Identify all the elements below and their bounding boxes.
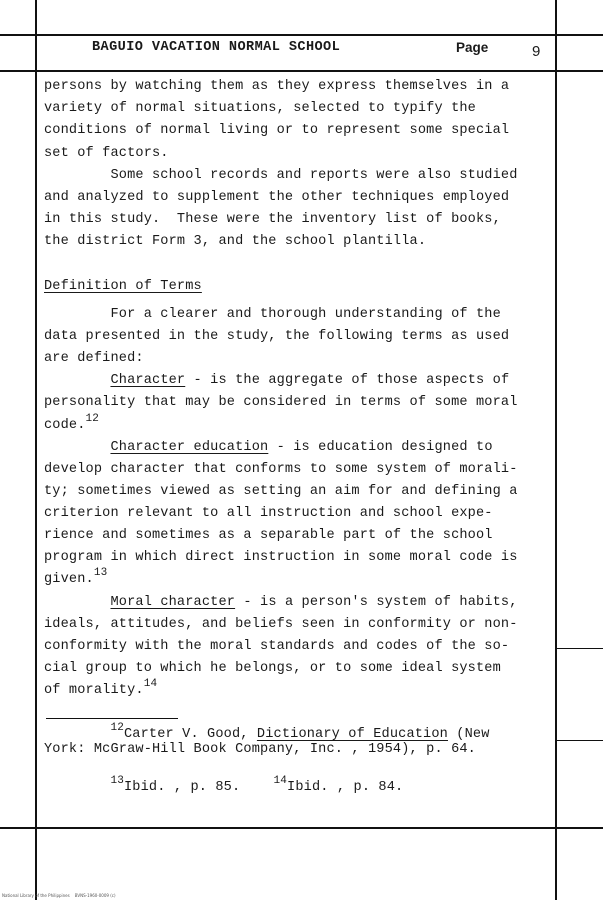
body-line: criterion relevant to all instruction and school expe- — [44, 506, 493, 521]
body-line: ideals, attitudes, and beliefs seen in conformity or non- — [44, 617, 518, 632]
body-line: conditions of normal living or to represent some special — [44, 123, 510, 138]
school-title: BAGUIO VACATION NORMAL SCHOOL — [92, 40, 341, 55]
body-line: persons by watching them as they express themselves in a — [44, 79, 510, 94]
body-line: Some school records and reports were also studied — [44, 168, 518, 183]
term-character: Character — [110, 373, 186, 388]
body-line: and analyzed to supplement the other techniques employed — [44, 190, 510, 205]
footnote-ref-13: 13 — [93, 567, 108, 579]
body-line: set of factors. — [44, 146, 169, 161]
term-definition-end: given.$^{13}$ — [44, 567, 108, 587]
page-number: 9 — [532, 43, 541, 60]
right-edge-mark-2 — [557, 740, 603, 741]
page-label: Page — [456, 40, 489, 55]
scan-stamp: National Library of the Philippines BVNS-1960-0009 (c) — [2, 893, 116, 898]
body-line: conformity with the moral standards and codes of the so- — [44, 639, 510, 654]
body-line: ty; sometimes viewed as setting an aim for and defining a — [44, 484, 518, 499]
footnote-ref-14: 14 — [143, 678, 158, 690]
term-definition-line: Moral character - is a person's system of habits, — [110, 595, 518, 610]
footnote-12-line2: York: McGraw-Hill Book Company, Inc. , 1954), p. 64. — [44, 742, 476, 757]
body-line: data presented in the study, the following terms as used — [44, 329, 510, 344]
body-line: the district Form 3, and the school plantilla. — [44, 234, 427, 249]
body-line: variety of normal situations, selected to typify the — [44, 101, 476, 116]
term-definition-line: Character - is the aggregate of those aspects of — [110, 373, 510, 388]
header-top-rule — [0, 34, 603, 36]
footnote-13-14: $^{13}$Ibid. , p. 85. $^{14}$Ibid. , p. 84. — [110, 775, 404, 795]
term-definition-end: code.$^{12}$ — [44, 413, 100, 433]
body-line: personality that may be considered in terms of some moral — [44, 395, 518, 410]
term-definition-line: Character education - is education designed to — [110, 440, 493, 455]
body-line: in this study. These were the inventory list of books, — [44, 212, 501, 227]
footnote-13-num: 13 — [110, 775, 124, 787]
footnote-separator — [46, 718, 178, 719]
right-margin-rule — [555, 0, 557, 900]
body-line: cial group to which he belongs, or to some ideal system — [44, 661, 501, 676]
footnote-12: $^{12}$Carter V. Good, Dictionary of Education (New — [110, 722, 490, 742]
section-heading: Definition of Terms — [44, 279, 202, 294]
term-character-education: Character education — [110, 440, 269, 455]
footnote-book-title: Dictionary of Education — [256, 727, 448, 742]
footnote-14-num: 14 — [273, 775, 288, 787]
body-line: are defined: — [44, 351, 144, 366]
right-edge-mark-1 — [557, 648, 603, 649]
term-moral-character: Moral character — [110, 595, 236, 610]
body-line: develop character that conforms to some system of morali- — [44, 462, 518, 477]
body-line: rience and sometimes as a separable part of the school — [44, 528, 493, 543]
body-line: For a clearer and thorough understanding of the — [44, 307, 501, 322]
left-margin-rule — [35, 0, 37, 900]
footnote-ref-12: 12 — [85, 413, 100, 425]
term-definition-end: of morality.$^{14}$ — [44, 678, 158, 698]
header-bottom-rule — [0, 70, 603, 72]
footer-rule — [0, 827, 603, 829]
body-line: program in which direct instruction in some moral code is — [44, 550, 518, 565]
